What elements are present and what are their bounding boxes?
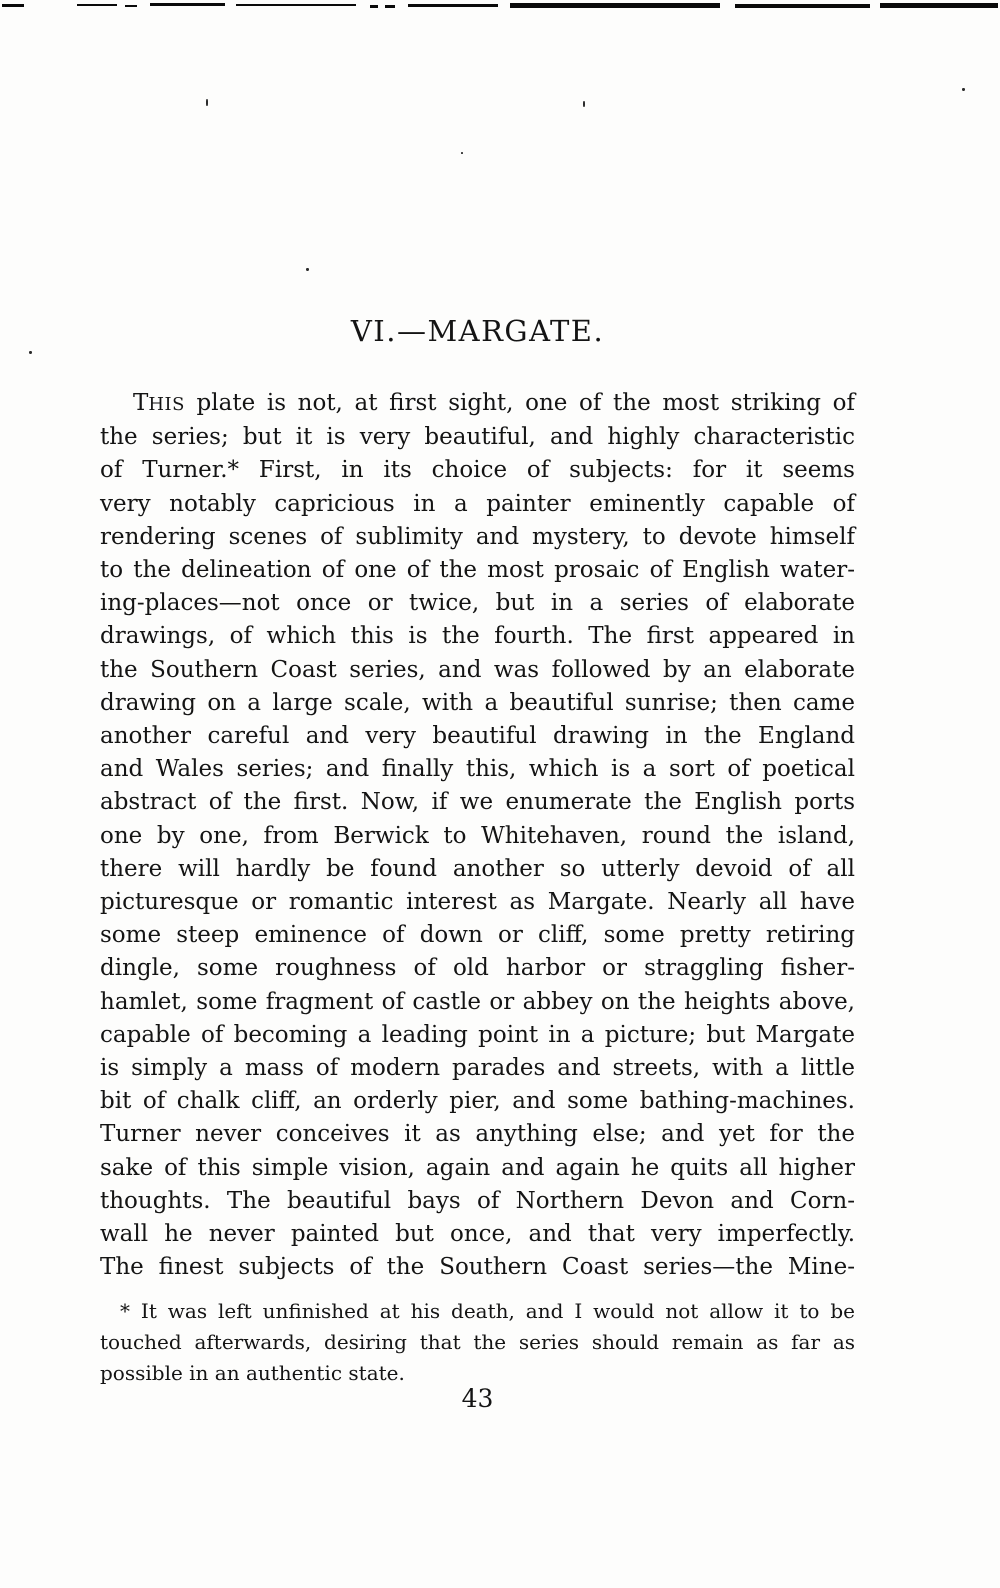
- torn-edge-segment: [150, 3, 225, 6]
- torn-edge-segment: [77, 4, 117, 6]
- body-line: another careful and very beautiful drawing in the England: [100, 723, 855, 750]
- first-line-text: plate is not, at first sight, one of the most striking of: [184, 390, 855, 416]
- body-line: abstract of the first. Now, if we enumerate the English ports: [100, 789, 855, 816]
- torn-edge-segment: [385, 5, 395, 8]
- torn-edge-segment: [236, 4, 356, 6]
- torn-edge-segment: [510, 3, 720, 8]
- scan-speck: [461, 152, 463, 154]
- body-line: dingle, some roughness of old harbor or straggling fisher-: [100, 955, 855, 982]
- body-line: there will hardly be found another so utterly devoid of all: [100, 855, 855, 882]
- scan-speck: [583, 101, 585, 107]
- chapter-heading: VI.—MARGATE.: [350, 314, 605, 348]
- body-paragraph: [100, 387, 855, 1284]
- body-line: very notably capricious in a painter eminently capable of: [100, 490, 855, 517]
- body-line: drawing on a large scale, with a beautiful sunrise; then came: [100, 689, 855, 716]
- page-number: 43: [461, 1384, 494, 1413]
- body-line: and Wales series; and finally this, which is a sort of poetical: [100, 756, 855, 783]
- footnote-line: * It was left unfinished at his death, and I would not allow it to be: [120, 1299, 855, 1323]
- body-line: of Turner.* First, in its choice of subjects: for it seems: [100, 457, 855, 484]
- torn-edge-segment: [408, 4, 498, 7]
- torn-edge-segment: [125, 5, 137, 7]
- scan-speck: [962, 88, 965, 91]
- body-line: capable of becoming a leading point in a picture; but Margate: [100, 1021, 855, 1048]
- footnote-line: possible in an authentic state.: [100, 1361, 405, 1385]
- torn-edge-segment: [2, 4, 24, 7]
- body-line: some steep eminence of down or cliff, some pretty retiring: [100, 922, 855, 949]
- lead-capital: T: [133, 390, 149, 416]
- torn-edge-scan-artifact: [0, 0, 1000, 14]
- body-line: the Southern Coast series, and was followed by an elaborate: [100, 656, 855, 683]
- body-line: rendering scenes of sublimity and mystery, to devote himself: [100, 523, 855, 550]
- body-line: ing-places—not once or twice, but in a series of elaborate: [100, 590, 855, 617]
- body-line: wall he never painted but once, and that very imperfectly.: [100, 1221, 855, 1248]
- body-line: drawings, of which this is the fourth. The first appeared in: [100, 623, 855, 650]
- scan-speck: [306, 268, 309, 271]
- body-line: sake of this simple vision, again and again he quits all higher: [100, 1154, 855, 1181]
- footnote-line: touched afterwards, desiring that the series should remain as far as: [100, 1330, 855, 1354]
- body-paragraph-lines: [100, 421, 855, 1284]
- body-line: to the delineation of one of the most prosaic of English water-: [100, 557, 855, 584]
- body-line-first: [100, 387, 855, 421]
- footnote: [100, 1296, 855, 1389]
- body-line: hamlet, some fragment of castle or abbey on the heights above,: [100, 988, 855, 1015]
- torn-edge-segment: [880, 3, 998, 8]
- body-line: bit of chalk cliff, an orderly pier, and some bathing-machines.: [100, 1088, 855, 1115]
- torn-edge-segment: [370, 5, 378, 8]
- body-line: thoughts. The beautiful bays of Northern Devon and Corn-: [100, 1187, 855, 1214]
- body-line: one by one, from Berwick to Whitehaven, round the island,: [100, 822, 855, 849]
- torn-edge-segment: [735, 4, 870, 8]
- body-line: picturesque or romantic interest as Margate. Nearly all have: [100, 889, 855, 916]
- body-line: Turner never conceives it as anything else; and yet for the: [100, 1121, 855, 1148]
- lead-small-caps: HIS: [148, 394, 185, 415]
- body-line: is simply a mass of modern parades and streets, with a little: [100, 1055, 855, 1082]
- scan-speck: [29, 351, 32, 354]
- body-line: The finest subjects of the Southern Coast series—the Mine-: [100, 1254, 855, 1281]
- scan-speck: [206, 99, 208, 106]
- body-line: the series; but it is very beautiful, and highly characteristic: [100, 424, 855, 451]
